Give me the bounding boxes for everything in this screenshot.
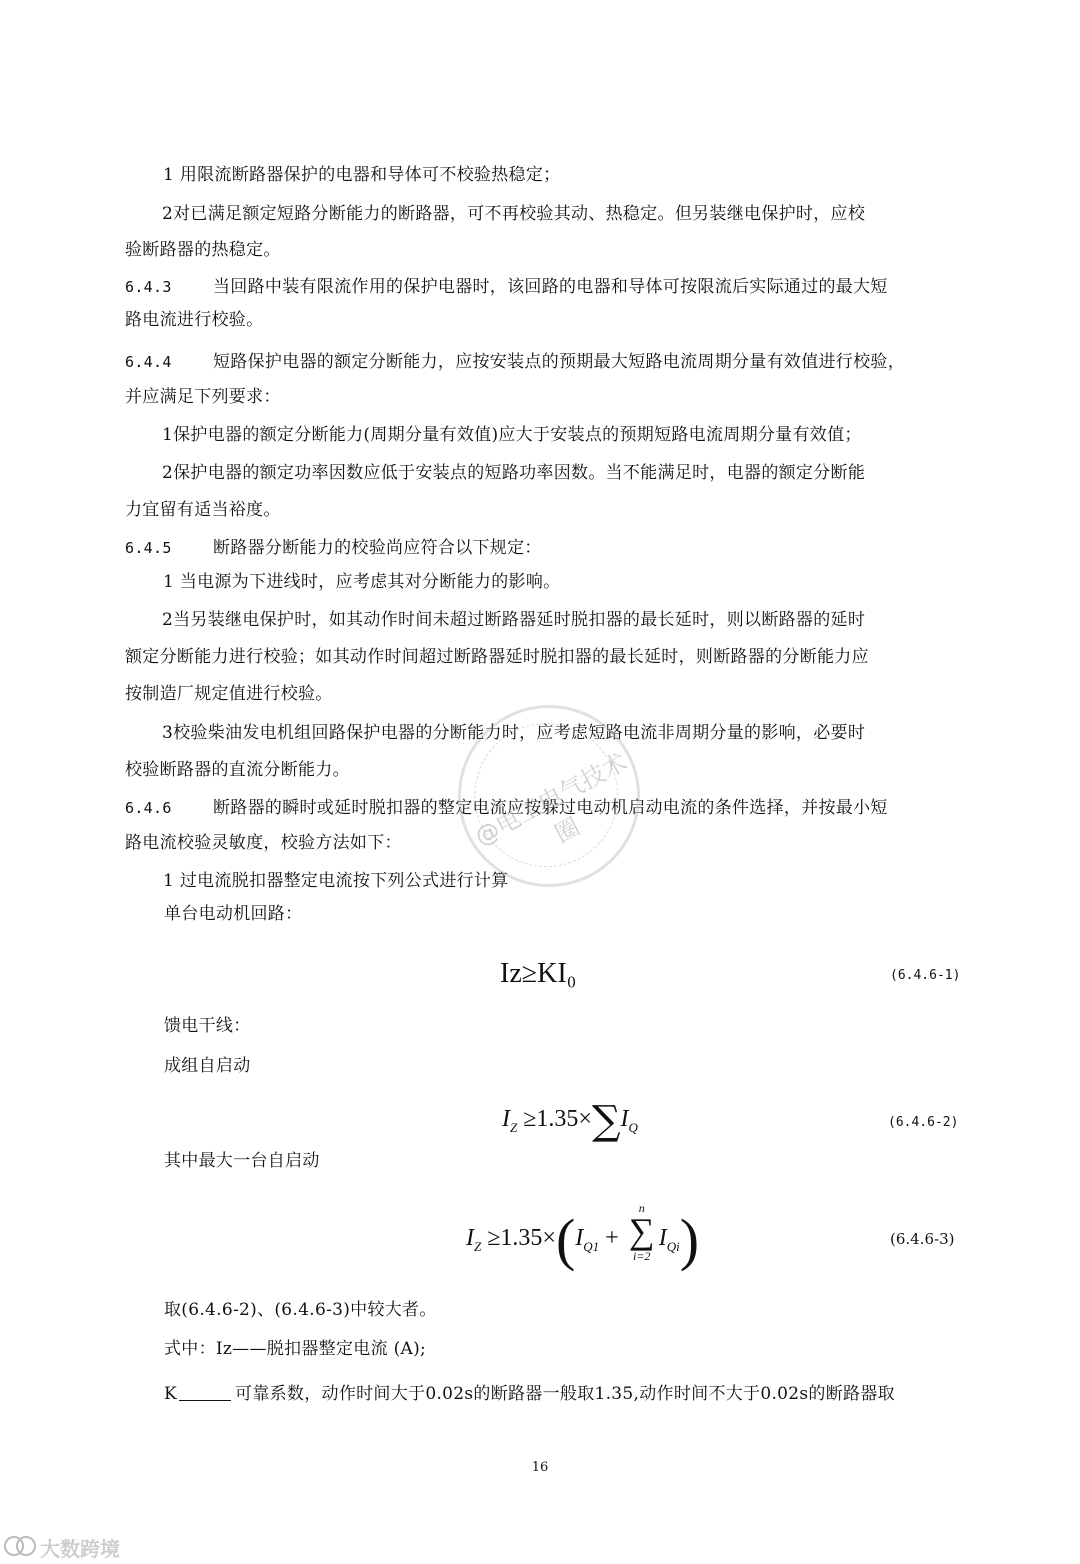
text-line: 并应满足下列要求： [125,387,281,407]
text-line: 单台电动机回路： [164,904,303,924]
formula-operator: ≥1.35× [523,1106,592,1132]
summation [625,1201,659,1263]
formula-operator: ≥1.35× [487,1225,556,1251]
text-line: 3校验柴油发电机组回路保护电器的分断能力时，应考虑短路电流非周期分量的影响，必要时 [162,723,866,743]
k-symbol: K [164,1384,178,1404]
text-line: 1 当电源为下进线时，应考虑其对分断能力的影响。 [163,572,561,592]
formula-symbol: I [466,1225,474,1251]
equation-number: (6.4.6-1) [890,968,961,983]
text-line: 校验断路器的直流分断能力。 [125,760,350,780]
page-number: 16 [531,1460,549,1475]
formula-subscript: Z [474,1239,482,1254]
text-line: 按制造厂规定值进行校验。 [125,684,333,704]
section-6-4-3 [125,276,888,298]
text-line: 力宜留有适当裕度。 [125,500,281,520]
section-number: 6.4.6 [125,799,172,817]
text-line: 1 用限流断路器保护的电器和导体可不校验热稳定； [163,165,561,185]
left-paren: ( [555,1207,576,1272]
section-text: 当回路中装有限流作用的保护电器时，该回路的电器和导体可按限流后实际通过的最大短 [213,277,888,297]
formula-subscript: Qi [666,1239,680,1254]
text-line: 路电流校验灵敏度，校验方法如下： [125,833,402,853]
formula-symbol: I [575,1225,584,1251]
section-text: 短路保护电器的额定分断能力，应按安装点的预期最大短路电流周期分量有效值进行校验， [213,352,905,372]
text-line: 路电流进行校验。 [125,310,264,330]
blank-underline [179,1384,231,1401]
text-line: 2当另装继电保护时，如其动作时间未超过断路器延时脱扣器的最长延时，则以断路器的延时 [162,610,866,630]
watermark-text: @电工电气技术圈 [470,747,632,852]
formula-subscript: Z [510,1120,518,1135]
section-number: 6.4.4 [125,353,172,371]
sum-upper-limit: n [638,1201,645,1215]
k-description: 可靠系数，动作时间大于0.02s的断路器一般取1.35,动作时间不大于0.02s的断路器取 [235,1384,895,1404]
formula-6-4-6-3 [466,1201,700,1272]
formula-subscript: Q1 [583,1239,600,1254]
sigma-symbol: ∑ [591,1098,621,1144]
logo-ring-icon [16,1536,36,1556]
sigma-symbol: ∑ [628,1211,655,1251]
text-line: 2对已满足额定短路分断能力的断路器，可不再校验其动、热稳定。但另装继电保护时，应校 [162,204,866,224]
formula-symbol: I [620,1106,629,1132]
footer-logo [2,1532,142,1560]
section-text: 断路器的瞬时或延时脱扣器的整定电流应按躲过电动机启动电流的条件选择，并按最小短 [213,798,888,818]
text-line [164,1383,895,1405]
text-line: 成组自启动 [164,1056,251,1076]
right-paren: ) [679,1207,700,1272]
text-line: 1保护电器的额定分断能力(周期分量有效值)应大于安装点的预期短路电流周期分量有效值； [162,425,862,445]
section-6-4-4 [125,351,905,373]
text-line: 馈电干线： [164,1016,251,1036]
text-line: 额定分断能力进行校验；如其动作时间超过断路器延时脱扣器的最长延时，则断路器的分断能力应 [125,647,869,667]
section-6-4-5 [125,537,542,559]
equation-number: (6.4.6-3) [890,1230,955,1248]
text-line: 其中最大一台自启动 [164,1151,320,1171]
section-text: 断路器分断能力的校验尚应符合以下规定： [213,538,542,558]
equation-number: (6.4.6-2) [888,1115,959,1130]
formula-6-4-6-2 [502,1098,638,1144]
formula-symbol: I [658,1225,667,1251]
formula-symbol: I [502,1106,510,1132]
formula-subscript: Q [628,1120,638,1135]
formula-operator: + [605,1225,619,1251]
logo-text: 大数跨境 [40,1537,120,1561]
text-line: 式中：Iz——脱扣器整定电流 (A); [164,1339,427,1359]
text-line: 取(6.4.6-2)、(6.4.6-3)中较大者。 [164,1300,437,1320]
text-line: 1 过电流脱扣器整定电流按下列公式进行计算 [163,871,509,891]
text-line: 2保护电器的额定功率因数应低于安装点的短路功率因数。当不能满足时，电器的额定分断能 [162,463,866,483]
sum-lower-limit: i=2 [633,1249,651,1263]
section-number: 6.4.5 [125,539,172,557]
section-number: 6.4.3 [125,278,172,296]
formula-6-4-6-1: Iz≥KI₀ [500,958,577,989]
text-line: 验断路器的热稳定。 [125,240,281,260]
